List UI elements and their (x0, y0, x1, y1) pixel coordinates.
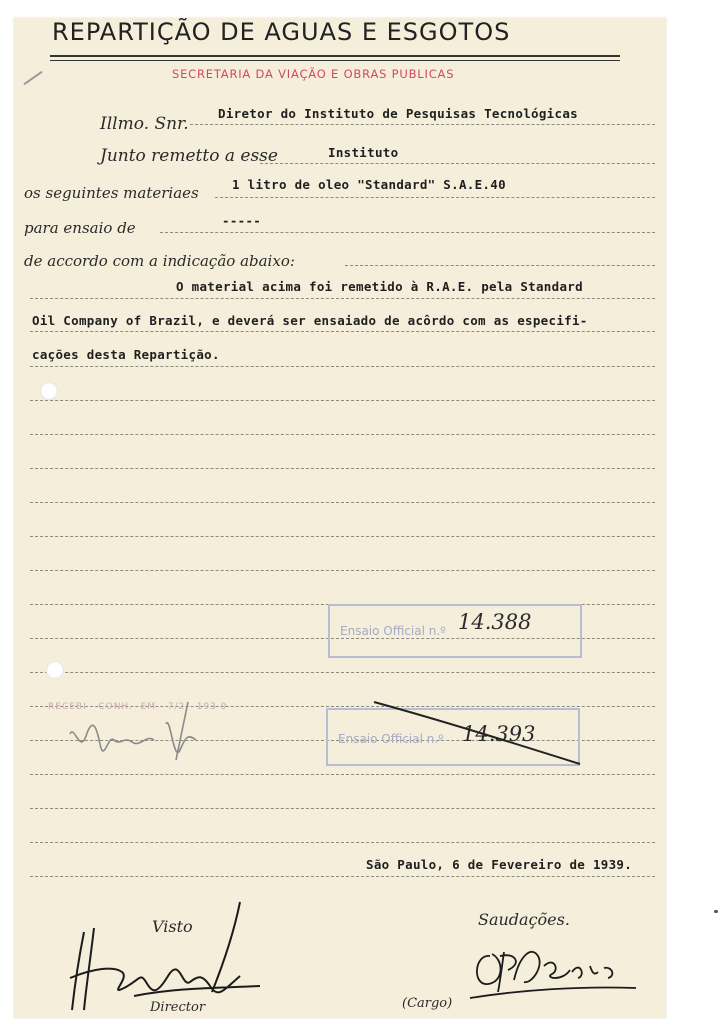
letterhead-rule-bottom (50, 60, 620, 61)
sent-to-value: Instituto (328, 145, 399, 160)
punch-hole-bottom (46, 661, 64, 679)
stamp-2-number: 14.393 (462, 722, 536, 746)
signatory-signature (440, 926, 640, 1016)
letterhead-title: REPARTIÇÃO DE AGUAS E ESGOTOS (52, 18, 511, 46)
official-test-stamp-1 (328, 604, 582, 658)
indication-label: de accordo com a indicação abaixo: (24, 252, 295, 270)
materials-value: 1 litro de oleo "Standard" S.A.E.40 (232, 177, 506, 192)
letterhead-rule-top (50, 55, 620, 57)
saudacoes-label: Saudações. (478, 910, 570, 929)
date-line: São Paulo, 6 de Fevereiro de 1939. (366, 857, 633, 872)
sent-to-label: Junto remetto a esse (100, 146, 278, 166)
received-stamp: RECEBI CONH. EM 7/2 193 9 (48, 702, 228, 712)
body-line-1: O material acima foi remetido à R.A.E. pela Standard (176, 279, 583, 294)
strike-through-line (370, 696, 585, 768)
stamp-1-label: Ensaio Official n.º (340, 624, 446, 638)
cargo-label: (Cargo) (402, 996, 453, 1011)
body-line-3: cações desta Repartição. (32, 347, 220, 362)
received-signature (62, 694, 232, 772)
director-signature (64, 892, 264, 1017)
director-label: Director (150, 1000, 206, 1015)
stamp-2-label: Ensaio Official n.º (338, 732, 444, 746)
letterhead-subtitle: SECRETARIA DA VIAÇÃO E OBRAS PUBLICAS (172, 67, 455, 81)
paper-speck (714, 910, 718, 913)
addressee-value: Diretor do Instituto de Pesquisas Tecnológicas (218, 106, 578, 121)
body-line-2: Oil Company of Brazil, e deverá ser ensaiado de acôrdo com as especifi- (32, 313, 588, 328)
stamp-1-number: 14.388 (458, 610, 532, 634)
materials-label: os seguintes materiaes (24, 184, 199, 202)
test-value: ----- (222, 213, 262, 228)
addressee-label: Illmo. Snr. (100, 114, 189, 134)
punch-hole-top (40, 382, 58, 400)
test-label: para ensaio de (24, 219, 136, 237)
visto-label: Visto (152, 917, 193, 936)
